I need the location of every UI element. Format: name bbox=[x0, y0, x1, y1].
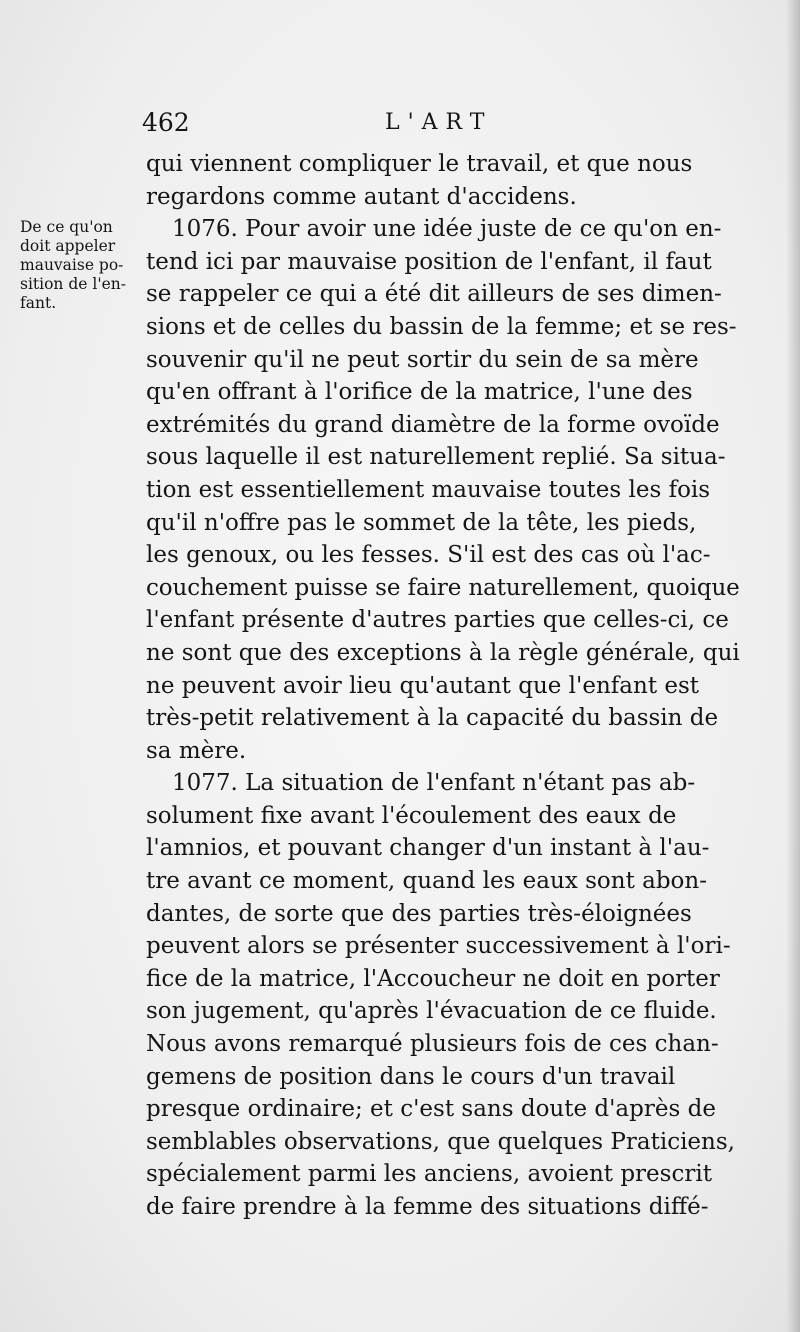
text-line: extrémités du grand diamètre de la forme ovoïde bbox=[146, 411, 720, 438]
text-line: Nous avons remarqué plusieurs fois de ces chan- bbox=[146, 1031, 719, 1058]
text-line: de faire prendre à la femme des situations diffé- bbox=[146, 1194, 709, 1220]
page-number: 462 bbox=[142, 108, 190, 137]
margin-note-line: mauvaise po- bbox=[20, 256, 124, 274]
text-line: qui viennent compliquer le travail, et que nous bbox=[146, 151, 693, 177]
text-line: solument fixe avant l'écoulement des eaux de bbox=[146, 802, 677, 829]
text-line: sions et de celles du bassin de la femme; et se res- bbox=[146, 313, 737, 340]
text-line: regardons comme autant d'accidens. bbox=[146, 183, 577, 210]
text-line: sa mère. bbox=[146, 737, 247, 764]
text-line: très-petit relativement à la capacité du bassin de bbox=[146, 705, 719, 732]
text-line: tion est essentiellement mauvaise toutes les fois bbox=[146, 476, 711, 503]
running-title: L'ART bbox=[385, 110, 493, 135]
text-line: ne sont que des exceptions à la règle générale, qui bbox=[146, 639, 740, 666]
text-line: tend ici par mauvaise position de l'enfant, il faut bbox=[146, 248, 712, 275]
running-header bbox=[0, 108, 800, 148]
text-line: l'enfant présente d'autres parties que celles-ci, ce bbox=[146, 607, 729, 634]
text-line: presque ordinaire; et c'est sans doute d'après de bbox=[146, 1096, 716, 1123]
text-line: semblables observations, que quelques Praticiens, bbox=[146, 1128, 735, 1155]
margin-note bbox=[20, 218, 148, 313]
body-text bbox=[146, 148, 740, 1224]
text-line: gemens de position dans le cours d'un travail bbox=[146, 1063, 676, 1090]
page-edge-shadow bbox=[786, 0, 800, 1332]
text-line: sous laquelle il est naturellement replié. Sa situa- bbox=[146, 444, 726, 471]
text-line: souvenir qu'il ne peut sortir du sein de sa mère bbox=[146, 346, 699, 373]
margin-note-line: De ce qu'on bbox=[20, 218, 113, 236]
text-line: spécialement parmi les anciens, avoient prescrit bbox=[146, 1161, 712, 1188]
text-line: qu'en offrant à l'orifice de la matrice, l'une des bbox=[146, 379, 693, 406]
text-line: couchement puisse se faire naturellement, quoique bbox=[146, 574, 740, 601]
text-line: peuvent alors se présenter successivement à l'ori- bbox=[146, 933, 731, 960]
text-line: l'amnios, et pouvant changer d'un instant à l'au- bbox=[146, 835, 710, 862]
margin-note-line: sition de l'en- bbox=[20, 275, 126, 293]
text-line: les genoux, ou les fesses. S'il est des cas où l'ac- bbox=[146, 542, 711, 569]
margin-note-line: fant. bbox=[20, 294, 57, 312]
text-line: son jugement, qu'après l'évacuation de ce fluide. bbox=[146, 998, 717, 1025]
text-line: se rappeler ce qui a été dit ailleurs de ses dimen- bbox=[146, 281, 722, 308]
paragraph-start-line: 1077. La situation de l'enfant n'étant pas ab- bbox=[172, 770, 696, 797]
text-line: ne peuvent avoir lieu qu'autant que l'enfant est bbox=[146, 672, 700, 699]
paragraph-start-line: 1076. Pour avoir une idée juste de ce qu'on en- bbox=[172, 216, 722, 243]
margin-note-line: doit appeler bbox=[20, 237, 116, 255]
text-line: fice de la matrice, l'Accoucheur ne doit en porter bbox=[146, 965, 720, 992]
text-line: tre avant ce moment, quand les eaux sont abon- bbox=[146, 868, 707, 895]
text-line: dantes, de sorte que des parties très-éloignées bbox=[146, 900, 692, 927]
text-line: qu'il n'offre pas le sommet de la tête, les pieds, bbox=[146, 509, 697, 536]
